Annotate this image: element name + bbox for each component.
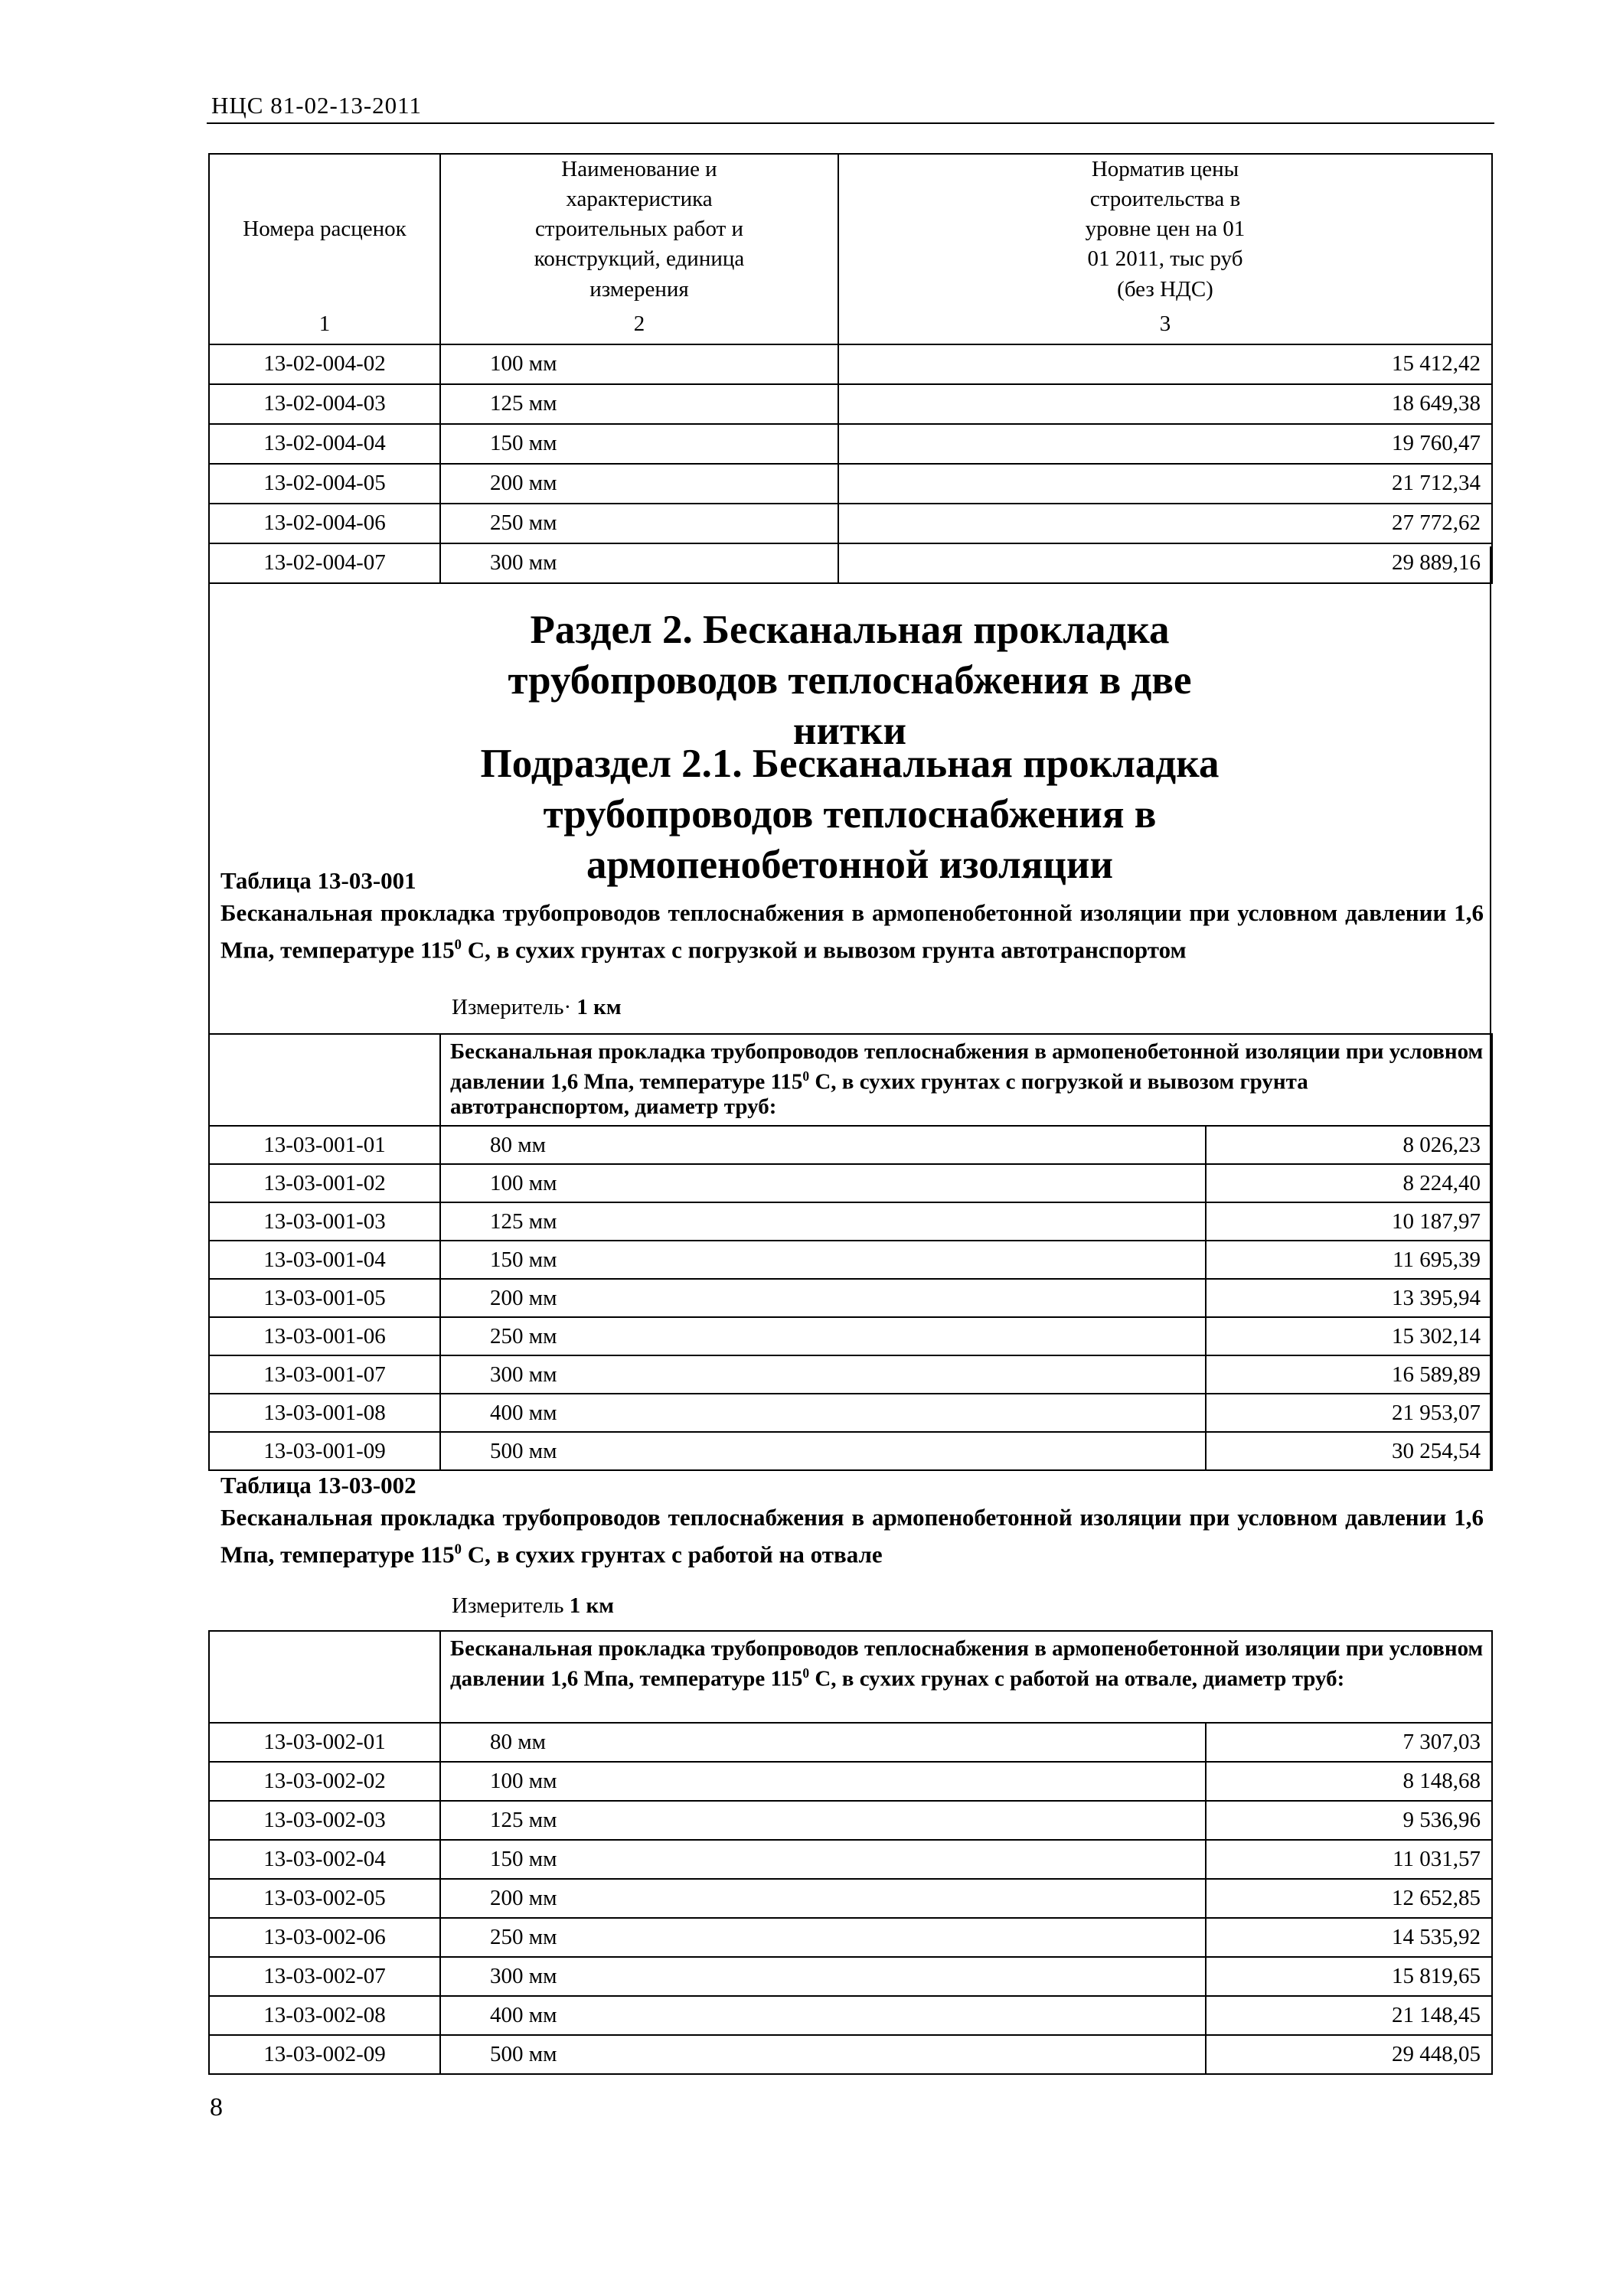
rate-code-cell: 13-03-002-03 [209,1801,440,1840]
measure-unit [452,995,622,1020]
diameter-cell: 500 мм [440,1432,1206,1470]
col-number-2: 2 [440,305,838,344]
col-number-3: 3 [838,305,1492,344]
table-description: Бесканальная прокладка трубопроводов теплоснабжения в армопенобетонной изоляции при условном давлении 1,6 Мпа, температуре $115^0$ С, в сухих грунтах с работой на отвале [220,1504,1484,1568]
diameter-cell: 200 мм [440,1879,1206,1918]
table-row [209,1762,1492,1801]
table-row [209,1723,1492,1762]
rate-code-cell: 13-03-002-08 [209,1996,440,2035]
price-cell: 12 652,85 [1206,1879,1492,1918]
table-row [209,1202,1492,1241]
rate-code-cell: 13-03-001-09 [209,1432,440,1470]
table-row [209,1241,1492,1279]
rate-code-cell: 13-03-001-02 [209,1164,440,1202]
table-row [209,2035,1492,2074]
measure-value: 1 км [569,1593,614,1618]
col-header-name: Наименование и характеристика строительных работ и конструкций, единица измерения [440,154,838,305]
rate-code-cell: 13-03-001-03 [209,1202,440,1241]
rate-code-cell: 13-03-002-07 [209,1957,440,1996]
table-row [209,384,1492,424]
diameter-cell: 300 мм [440,543,838,583]
rate-code-cell: 13-03-001-08 [209,1394,440,1432]
table-title: Таблица 13-03-001 [220,867,416,894]
diameter-cell: 100 мм [440,344,838,384]
col-header-price: Норматив цены строительства в уровне цен на 01 01 2011, тыс руб (без НДС) [838,154,1492,305]
price-table-13-03-001 [208,1033,1493,1471]
price-cell: 18 649,38 [838,384,1492,424]
table-row [209,1840,1492,1879]
rate-code-cell: 13-02-004-06 [209,504,440,543]
measure-value: 1 км [576,995,622,1019]
rate-code-cell: 13-03-002-04 [209,1840,440,1879]
rate-code-cell: 13-02-004-07 [209,543,440,583]
table-row [209,1355,1492,1394]
rate-code-cell: 13-02-004-02 [209,344,440,384]
table-13-03-002-caption [220,1469,1484,1570]
diameter-cell: 200 мм [440,464,838,504]
table-row [209,1957,1492,1996]
price-cell: 29 448,05 [1206,2035,1492,2074]
subsection-title: Подраздел 2.1. Бесканальная прокладка трубопроводов теплоснабжения в армопенобетонной изоляции [480,742,1220,887]
group-header: Бесканальная прокладка трубопроводов теплоснабжения в армопенобетонной изоляции при условном давлении 1,6 Мпа, температуре $115^0$ С, в сухих грунах с работой на отвале, диаметр труб: [440,1631,1492,1723]
table-row [209,1164,1492,1202]
rate-code-cell: 13-03-001-06 [209,1317,440,1355]
table-header-row [209,154,1492,305]
rate-code-cell: 13-03-001-01 [209,1126,440,1164]
diameter-cell: 80 мм [440,1126,1206,1164]
document-header-code: НЦС 81-02-13-2011 [211,92,423,119]
price-cell: 13 395,94 [1206,1279,1492,1317]
table-body [209,1126,1492,1470]
diameter-cell: 125 мм [440,384,838,424]
table-title: Таблица 13-03-002 [220,1472,416,1499]
price-cell: 21 712,34 [838,464,1492,504]
diameter-cell: 300 мм [440,1355,1206,1394]
column-number-row [209,305,1492,344]
col-header-codes: Номера расценок [209,154,440,305]
price-cell: 21 953,07 [1206,1394,1492,1432]
rate-code-cell: 13-03-002-06 [209,1918,440,1957]
price-cell: 16 589,89 [1206,1355,1492,1394]
table-description: Бесканальная прокладка трубопроводов теплоснабжения в армопенобетонной изоляции при условном давлении 1,6 Мпа, температуре $115^0$ С, в сухих грунтах с погрузкой и вывозом грунта автотранспортом [220,899,1484,964]
table-row [209,424,1492,464]
table-row [209,1126,1492,1164]
table-row [209,344,1492,384]
price-cell: 10 187,97 [1206,1202,1492,1241]
rate-code-cell: 13-03-001-07 [209,1355,440,1394]
diameter-cell: 250 мм [440,1918,1206,1957]
price-cell: 11 695,39 [1206,1241,1492,1279]
diameter-cell: 150 мм [440,1241,1206,1279]
diameter-cell: 125 мм [440,1202,1206,1241]
rate-code-cell: 13-03-001-04 [209,1241,440,1279]
price-cell: 15 302,14 [1206,1317,1492,1355]
price-cell: 7 307,03 [1206,1723,1492,1762]
price-cell: 15 819,65 [1206,1957,1492,1996]
rate-code-cell: 13-03-002-02 [209,1762,440,1801]
price-cell: 8 224,40 [1206,1164,1492,1202]
table-row [209,1996,1492,2035]
rate-code-cell: 13-03-002-05 [209,1879,440,1918]
diameter-cell: 150 мм [440,1840,1206,1879]
section-title: Раздел 2. Бесканальная прокладка трубопроводов теплоснабжения в две нитки [508,608,1192,753]
price-cell: 11 031,57 [1206,1840,1492,1879]
diameter-cell: 500 мм [440,2035,1206,2074]
price-cell: 8 026,23 [1206,1126,1492,1164]
price-cell: 9 536,96 [1206,1801,1492,1840]
price-cell: 30 254,54 [1206,1432,1492,1470]
price-table-13-02-004 [208,153,1493,584]
rate-code-cell: 13-03-002-09 [209,2035,440,2074]
rate-code-cell: 13-02-004-04 [209,424,440,464]
table-body [209,1723,1492,2074]
price-cell: 27 772,62 [838,504,1492,543]
table-row [209,1317,1492,1355]
price-cell: 21 148,45 [1206,1996,1492,2035]
price-cell: 29 889,16 [838,543,1492,583]
table-row [209,504,1492,543]
price-cell: 15 412,42 [838,344,1492,384]
price-cell: 14 535,92 [1206,1918,1492,1957]
group-header-row [209,1034,1492,1126]
diameter-cell: 200 мм [440,1279,1206,1317]
diameter-cell: 250 мм [440,1317,1206,1355]
table-row [209,1879,1492,1918]
table-row [209,464,1492,504]
rate-code-cell: 13-03-001-05 [209,1279,440,1317]
diameter-cell: 250 мм [440,504,838,543]
table-row [209,1918,1492,1957]
price-cell: 8 148,68 [1206,1762,1492,1801]
table-13-03-001-caption [220,865,1484,966]
page-number: 8 [210,2093,223,2122]
price-table-13-03-002 [208,1630,1493,2075]
diameter-cell: 80 мм [440,1723,1206,1762]
diameter-cell: 100 мм [440,1762,1206,1801]
diameter-cell: 300 мм [440,1957,1206,1996]
col-number-1: 1 [209,305,440,344]
rate-code-cell: 13-03-002-01 [209,1723,440,1762]
table-row [209,1279,1492,1317]
diameter-cell: 400 мм [440,1996,1206,2035]
diameter-cell: 100 мм [440,1164,1206,1202]
table-row [209,1394,1492,1432]
diameter-cell: 150 мм [440,424,838,464]
measure-label: Измеритель· [452,995,572,1019]
price-cell: 19 760,47 [838,424,1492,464]
rate-code-cell: 13-02-004-03 [209,384,440,424]
measure-unit [452,1593,614,1619]
table-row [209,1801,1492,1840]
group-header-row [209,1631,1492,1723]
group-header: Бесканальная прокладка трубопроводов теплоснабжения в армопенобетонной изоляции при условном давлении 1,6 Мпа, температуре $115^0$ С, в сухих грунтах с погрузкой и вывозом грунта автотранспортом, диаметр труб: [440,1034,1492,1126]
diameter-cell: 125 мм [440,1801,1206,1840]
header-rule [207,122,1494,124]
rate-code-cell: 13-02-004-05 [209,464,440,504]
diameter-cell: 400 мм [440,1394,1206,1432]
measure-label: Измеритель [452,1593,564,1618]
table-row [209,1432,1492,1470]
